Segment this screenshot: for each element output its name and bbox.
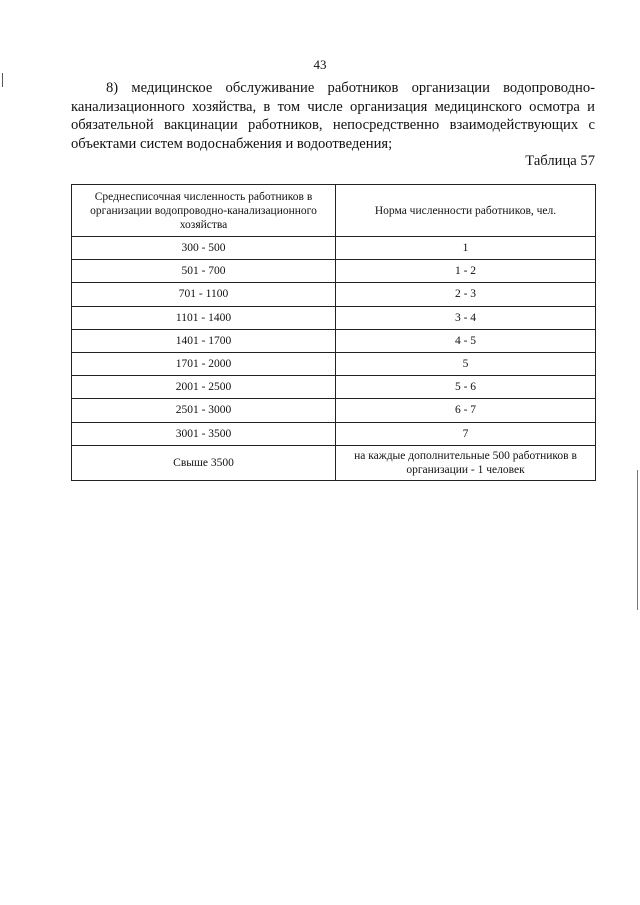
header-employee-count: Среднесписочная численность работников в организации водопроводно-канализационного хозяйства — [72, 185, 336, 237]
cell-range: 701 - 1100 — [72, 283, 336, 306]
cell-range: 1701 - 2000 — [72, 352, 336, 375]
scan-edge-mark — [2, 73, 3, 87]
scan-edge-mark-right — [637, 470, 638, 610]
cell-norm: 5 - 6 — [336, 376, 596, 399]
cell-norm: 3 - 4 — [336, 306, 596, 329]
cell-range: Свыше 3500 — [72, 445, 336, 480]
cell-range: 501 - 700 — [72, 260, 336, 283]
header-staff-norm: Норма численности работников, чел. — [336, 185, 596, 237]
paragraph-line: объектами систем водоснабжения и водоотведения; — [71, 135, 393, 152]
cell-norm: 1 — [336, 237, 596, 260]
paragraph-line: канализационного хозяйства, в том числе организация медицинского осмотра и — [71, 98, 595, 115]
table-row — [72, 399, 596, 422]
table-row — [72, 306, 596, 329]
table-row — [72, 352, 596, 375]
cell-range: 300 - 500 — [72, 237, 336, 260]
cell-range: 2001 - 2500 — [72, 376, 336, 399]
cell-range: 2501 - 3000 — [72, 399, 336, 422]
staffing-norm-table — [71, 184, 596, 481]
paragraph-line: 8) медицинское обслуживание работников организации водопроводно- — [106, 80, 595, 96]
table-row — [72, 283, 596, 306]
cell-norm: 5 — [336, 352, 596, 375]
page-number: 43 — [313, 57, 327, 72]
table-header-row — [72, 185, 596, 237]
table-row — [72, 237, 596, 260]
cell-norm: 7 — [336, 422, 596, 445]
table-row — [72, 260, 596, 283]
table-row — [72, 329, 596, 352]
table-row — [72, 376, 596, 399]
cell-norm: на каждые дополнительные 500 работников в организации - 1 человек — [336, 445, 596, 480]
table-row — [72, 445, 596, 480]
table-row — [72, 422, 596, 445]
cell-range: 1101 - 1400 — [72, 306, 336, 329]
table-caption: Таблица 57 — [525, 153, 595, 169]
cell-norm: 2 - 3 — [336, 283, 596, 306]
paragraph-line: обязательной вакцинации работников, непосредственно взаимодействующих с — [71, 117, 595, 133]
cell-range: 3001 - 3500 — [72, 422, 336, 445]
cell-range: 1401 - 1700 — [72, 329, 336, 352]
cell-norm: 4 - 5 — [336, 329, 596, 352]
cell-norm: 1 - 2 — [336, 260, 596, 283]
paragraph-item-8 — [71, 79, 595, 153]
cell-norm: 6 - 7 — [336, 399, 596, 422]
